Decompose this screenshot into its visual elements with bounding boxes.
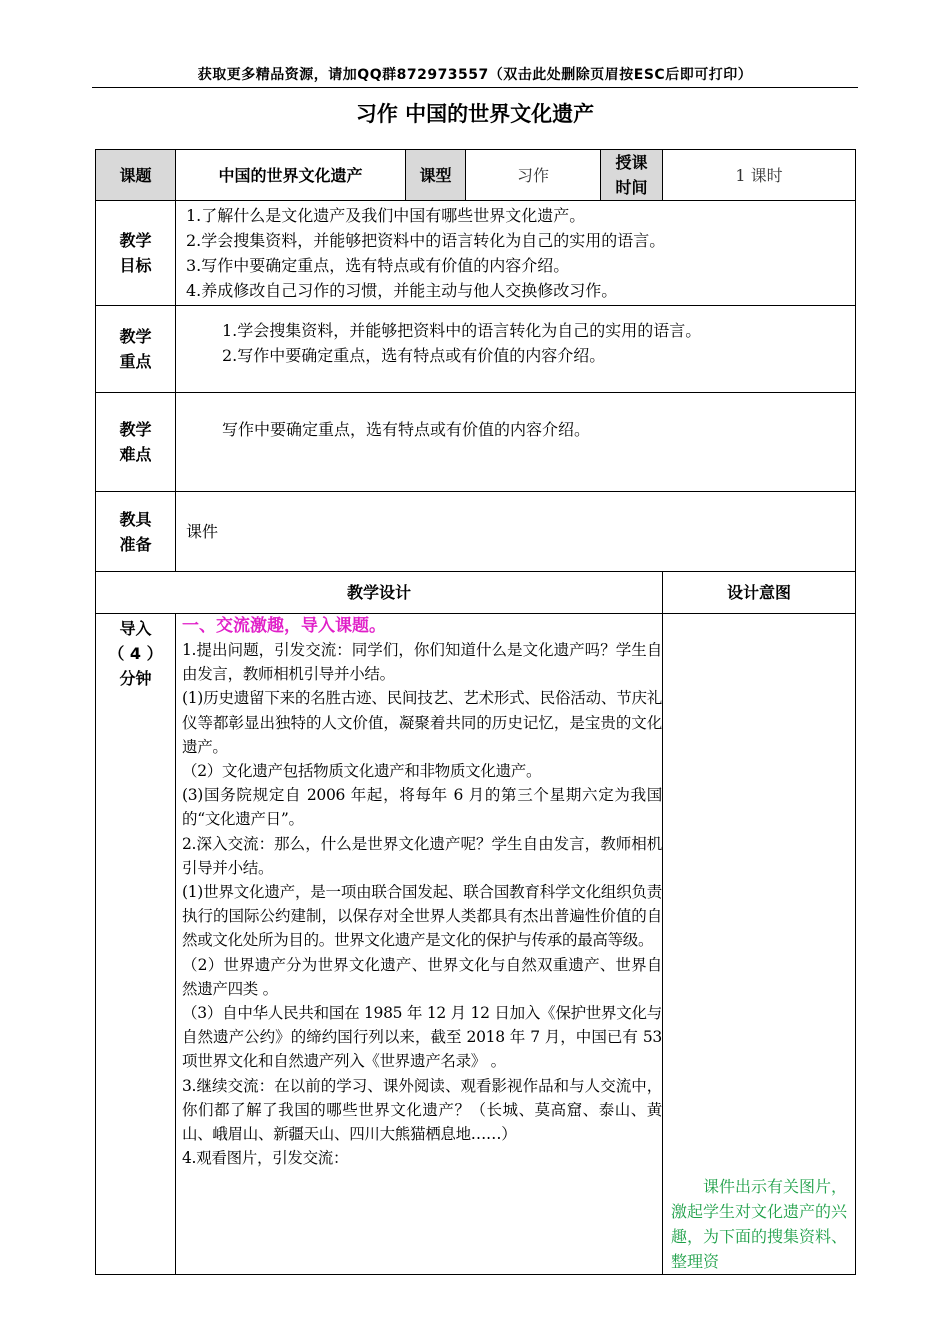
tools-text: 课件 <box>186 522 219 541</box>
topic-value: 中国的世界文化遗产 <box>176 150 406 201</box>
type-label: 课型 <box>406 150 466 201</box>
design-paragraph: (1)世界文化遗产，是一项由联合国发起、联合国教育科学文化组织负责执行的国际公约建制，以保存对全世界人类都具有杰出普遍性价值的自然或文化处所为目的。世界文化遗产是文化的保护与传承的最高等级。 <box>182 883 662 950</box>
design-paragraph: （2）世界遗产分为世界文化遗产、世界文化与自然双重遗产、世界自然遗产四类 。 <box>182 955 662 998</box>
key-points-label <box>96 306 176 393</box>
intro-row <box>96 614 856 1275</box>
header-divider <box>92 87 858 88</box>
topic-label: 课题 <box>96 150 176 201</box>
intro-label-line2: （ 4 ） <box>108 644 163 663</box>
time-label-line2: 时间 <box>615 178 648 197</box>
tools-content <box>176 492 856 572</box>
intro-label-line3: 分钟 <box>119 669 152 688</box>
intent-text: 课件出示有关图片，激起学生对文化遗产的兴趣，为下面的搜集资料、整理资 <box>671 1177 848 1271</box>
design-paragraph: (1)历史遗留下来的名胜古迹、民间技艺、艺术形式、民俗活动、节庆礼仪等都彰显出独特的人文价值，凝聚着共同的历史记忆，是宝贵的文化遗产。 <box>182 689 662 756</box>
goal-item: 4.养成修改自己习作的习惯，并能主动与他人交换修改习作。 <box>186 281 618 300</box>
difficulty-text: 写作中要确定重点，选有特点或有价值的内容介绍。 <box>222 420 591 439</box>
key-point-item: 1.学会搜集资料，并能够把资料中的语言转化为自己的实用的语言。 <box>222 321 702 340</box>
intent-label: 设计意图 <box>663 572 856 614</box>
design-paragraph: 4.观看图片，引发交流： <box>182 1149 349 1168</box>
design-paragraph: 1.提出问题，引发交流：同学们，你们知道什么是文化遗产吗？学生自由发言，教师相机引导并小结。 <box>182 641 662 684</box>
key-label-line2: 重点 <box>119 352 152 371</box>
page-header-note: 获取更多精品资源，请加QQ群872973557（双击此处删除页眉按ESC后即可打印） <box>197 67 753 83</box>
tools-label-line2: 准备 <box>119 534 152 554</box>
difficulty-label <box>96 393 176 492</box>
goals-label <box>96 201 176 306</box>
difficulty-content <box>176 393 856 492</box>
time-value: 1 课时 <box>663 150 856 201</box>
intent-content <box>663 614 856 1275</box>
difficulty-row <box>96 393 856 492</box>
goals-content <box>176 201 856 306</box>
difficulty-label-line2: 难点 <box>119 445 152 464</box>
tools-label <box>96 492 176 572</box>
goals-label-line1: 教学 <box>119 231 152 250</box>
lesson-plan-table <box>95 149 856 1275</box>
intro-label-line1: 导入 <box>119 619 152 638</box>
time-label-line1: 授课 <box>615 153 648 172</box>
tools-row <box>96 492 856 572</box>
design-paragraph: 2.深入交流：那么，什么是世界文化遗产呢？学生自由发言，教师相机引导并小结。 <box>182 834 662 877</box>
key-points-content <box>176 306 856 393</box>
difficulty-label-line1: 教学 <box>119 420 152 439</box>
key-label-line1: 教学 <box>119 327 152 346</box>
section-title: 一、交流激趣，导入课题。 <box>182 616 386 636</box>
design-label: 教学设计 <box>96 572 663 614</box>
key-point-item: 2.写作中要确定重点，选有特点或有价值的内容介绍。 <box>222 346 606 365</box>
time-label <box>601 150 663 201</box>
design-paragraph: 3.继续交流：在以前的学习、课外阅读、观看影视作品和与人交流中，你们都了解了我国的哪些世界文化遗产？（长城、莫高窟、泰山、黄山、峨眉山、新疆天山、四川大熊猫栖息地……） <box>182 1076 662 1144</box>
goals-label-line2: 目标 <box>119 256 152 275</box>
design-header-row <box>96 572 856 614</box>
intro-design-content <box>176 614 663 1275</box>
tools-label-line1: 教具 <box>119 509 152 529</box>
header-row <box>96 150 856 201</box>
goals-row <box>96 201 856 306</box>
goal-item: 1.了解什么是文化遗产及我们中国有哪些世界文化遗产。 <box>186 206 586 225</box>
design-paragraph: (3)国务院规定自 2006 年起，将每年 6 月的第三个星期六定为我国的“文化遗产日”。 <box>182 786 662 829</box>
goal-item: 2.学会搜集资料，并能够把资料中的语言转化为自己的实用的语言。 <box>186 231 666 250</box>
design-paragraph: （2）文化遗产包括物质文化遗产和非物质文化遗产。 <box>182 762 542 781</box>
goal-item: 3.写作中要确定重点，选有特点或有价值的内容介绍。 <box>186 256 570 275</box>
type-value: 习作 <box>466 150 601 201</box>
key-points-row <box>96 306 856 393</box>
document-title: 习作 中国的世界文化遗产 <box>355 102 595 126</box>
intro-stage-label <box>96 614 176 1275</box>
design-paragraph: （3）自中华人民共和国在 1985 年 12 月 12 日加入《保护世界文化与自然遗产公约》的缔约国行列以来，截至 2018 年 7 月，中国已有 53 项世界文化和自然遗产列入《世界遗产名录》 。 <box>182 1004 662 1071</box>
